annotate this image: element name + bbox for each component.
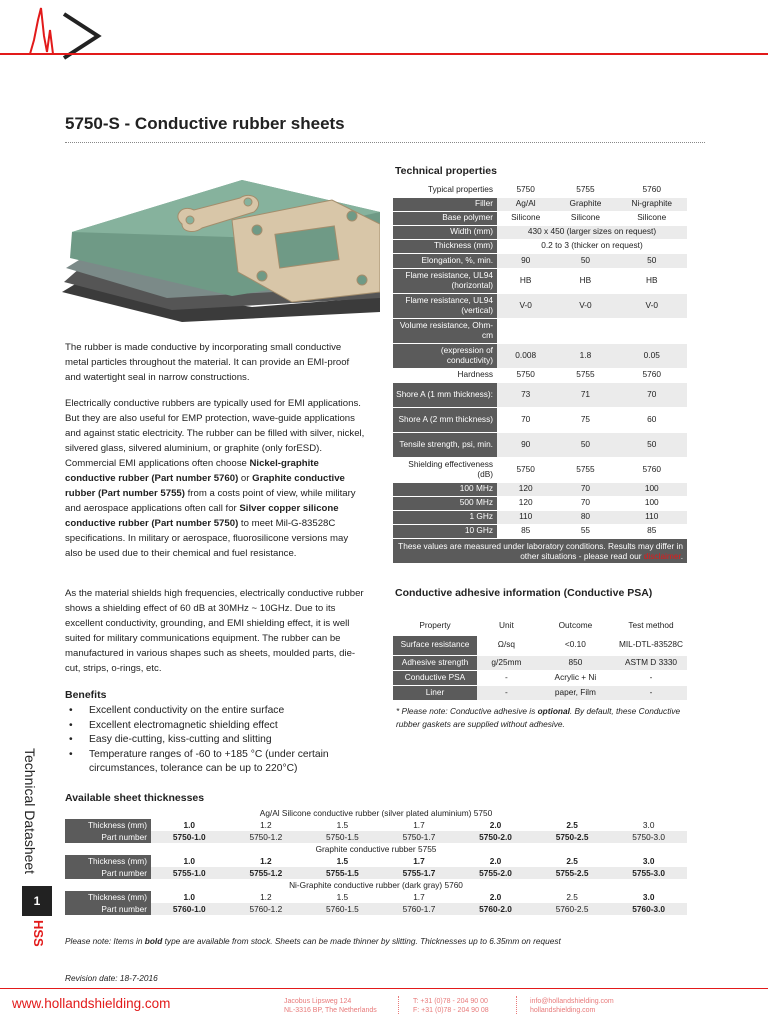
thickness-cell: 2.5 — [566, 892, 578, 902]
table-caption-row — [65, 879, 687, 891]
table-row: Adhesive strength g/25mm 850 ASTM D 3330 — [393, 655, 687, 670]
table-row: Typical properties 5750 5755 5760 — [393, 183, 687, 197]
table-row: Flame resistance, UL94 (vertical) V-0 V-0 V-0 — [393, 293, 687, 318]
table-row: 10 GHz 85 55 85 — [393, 524, 687, 538]
part-number-cell: 5760-3.0 — [610, 903, 687, 915]
table-row: Elongation, %, min. 90 50 50 — [393, 253, 687, 268]
footer-divider — [398, 996, 399, 1014]
part-number-cell: 5750-1.0 — [151, 831, 228, 843]
tech-heading: Technical properties — [395, 165, 497, 177]
thickness-cell: 1.0 — [183, 856, 196, 866]
table-row: Property Unit Outcome Test method — [393, 617, 687, 635]
sheet-group-caption: Ag/Al Silicone conductive rubber (silver plated aluminium) 5750 — [65, 807, 687, 819]
table-row: Shore A (1 mm thickness): 73 71 70 — [393, 382, 687, 407]
part-number-cell: 5755-2.5 — [534, 867, 611, 879]
row-label: Part number — [65, 867, 151, 879]
footer-rule — [0, 988, 768, 989]
table-row: Flame resistance, UL94 (horizontal) HB HB HB — [393, 268, 687, 293]
rubber-sheets-image — [62, 172, 380, 322]
benefits-heading: Benefits — [65, 689, 107, 701]
thickness-cell: 3.0 — [642, 892, 655, 902]
list-item: • Excellent conductivity on the entire surface — [65, 704, 385, 719]
table-row: Shore A (2 mm thickness) 70 75 60 — [393, 407, 687, 432]
table-row: 1 GHz 110 80 110 — [393, 510, 687, 524]
adhesive-table — [393, 617, 687, 701]
table-row: Hardness 5750 5755 5760 — [393, 368, 687, 382]
list-item: • Temperature ranges of -60 to +185 °C (under certain circumstances, tolerance can be up to 220°C) — [65, 748, 385, 777]
thickness-cell: 1.7 — [413, 892, 425, 902]
table-caption-row — [65, 843, 687, 855]
table-row: (expression of conductivity) 0.008 1.8 0.05 — [393, 343, 687, 368]
part-number-cell: 5760-2.0 — [457, 903, 534, 915]
part-number-cell: 5750-1.2 — [228, 831, 305, 843]
table-row: Volume resistance, Ohm-cm — [393, 318, 687, 343]
part-number-cell: 5750-2.0 — [457, 831, 534, 843]
thickness-cell: 2.5 — [566, 856, 578, 866]
applications-paragraph: Electrically conductive rubbers are typically used for EMI applications. But they are also useful for EMP protection, wave-guide applications and against static electricity. The rubber can be filled with silver, nickel, silvered glass, silvered aluminium, or graphite (only forESD). Commercial EMI applications often choose Nickel-graphite conductive rubber (Part number 5760) or Graphite conductive rubber (Part number 5755) from a costs point of view, while military and aerospace applications often call for Silver copper silicone conductive rubber (Part number 5750) to meet Mil-G-83528C specifications. In military or aerospace, fluorosilicone versions may also be used due to their chemical and fuel resistance. — [65, 398, 365, 559]
footer-website-link[interactable]: www.hollandshielding.com — [12, 996, 171, 1011]
title-divider — [65, 142, 705, 143]
page-title: 5750-S - Conductive rubber sheets — [65, 114, 345, 133]
part-number-cell: 5750-2.5 — [534, 831, 611, 843]
part-number-cell: 5750-1.5 — [304, 831, 381, 843]
part-number-cell: 5760-1.7 — [381, 903, 458, 915]
sheets-heading: Available sheet thicknesses — [65, 792, 205, 804]
part-number-cell: 5760-2.5 — [534, 903, 611, 915]
table-row — [65, 855, 687, 867]
footer-phone: T: +31 (0)78 - 204 90 00 F: +31 (0)78 - 204 90 08 — [413, 998, 489, 1014]
thickness-cell: 1.7 — [413, 856, 425, 866]
thickness-cell: 1.5 — [336, 892, 349, 902]
footer-contact — [530, 997, 614, 1015]
table-caption-row — [65, 807, 687, 819]
sheets-table — [65, 807, 687, 915]
adhesive-heading: Conductive adhesive information (Conductive PSA) — [395, 587, 653, 599]
thickness-cell: 1.0 — [183, 820, 196, 830]
thickness-cell: 3.0 — [642, 856, 655, 866]
part-number-cell: 5760-1.2 — [228, 903, 305, 915]
table-row: Conductive PSA - Acrylic + Ni - — [393, 670, 687, 685]
sheets-note: Please note: Items in bold type are available from stock. Sheets can be made thinner by slitting. Thicknesses up to 6.35mm on request — [65, 936, 561, 946]
tech-table — [393, 183, 687, 564]
thickness-cell: 1.5 — [336, 856, 349, 866]
table-row: Filler Ag/Al Graphite Ni-graphite — [393, 197, 687, 211]
disclaimer-link[interactable]: disclaimer — [643, 550, 681, 561]
part-number-cell: 5750-1.7 — [381, 831, 458, 843]
company-logo — [0, 0, 110, 60]
row-label: Thickness (mm) — [65, 819, 151, 831]
row-label: Part number — [65, 903, 151, 915]
table-row: Width (mm) 430 x 450 (larger sizes on request) — [393, 225, 687, 239]
thickness-cell: 1.0 — [183, 892, 196, 902]
table-row — [65, 891, 687, 903]
table-row: Surface resistance Ω/sq <0.10 MIL-DTL-83528C — [393, 635, 687, 655]
row-label: Thickness (mm) — [65, 891, 151, 903]
intro-paragraph: The rubber is made conductive by incorporating small conductive metal particles throughout the material. It can provide an EMI-proof and watertight seal in narrow constructions. — [65, 342, 350, 383]
row-label: Thickness (mm) — [65, 855, 151, 867]
sheet-group-caption: Ni-Graphite conductive rubber (dark gray) 5760 — [65, 879, 687, 891]
footer-web-link[interactable]: hollandshielding.com — [530, 1007, 596, 1014]
page-number: 1 — [22, 886, 52, 916]
adhesive-note: * Please note: Conductive adhesive is optional. By default, these Conductive rubber gaskets are supplied without adhesive. — [396, 706, 681, 729]
tech-disclaimer-note: These values are measured under laboratory conditions. Results may differ in other situations - please read our disclaimer. — [393, 538, 687, 563]
list-item: • Excellent electromagnetic shielding effect — [65, 719, 385, 734]
table-row — [393, 538, 687, 563]
side-label — [8, 748, 44, 958]
thickness-cell: 2.0 — [489, 820, 502, 830]
part-number-cell: 5755-3.0 — [610, 867, 687, 879]
side-title: Technical Datasheet — [22, 748, 38, 875]
list-item: • Easy die-cutting, kiss-cutting and slitting — [65, 733, 385, 748]
table-row: Shielding effectiveness (dB) 5750 5755 5760 — [393, 457, 687, 482]
revision-date: Revision date: 18-7-2016 — [65, 973, 158, 983]
thickness-cell: 2.5 — [566, 820, 578, 830]
part-number-cell: 5760-1.5 — [304, 903, 381, 915]
table-row: Thickness (mm) 0.2 to 3 (thicker on request) — [393, 239, 687, 253]
table-row: Base polymer Silicone Silicone Silicone — [393, 211, 687, 225]
thickness-cell: 1.5 — [336, 820, 349, 830]
table-row — [65, 819, 687, 831]
table-row — [65, 867, 687, 879]
part-number-cell: 5750-3.0 — [610, 831, 687, 843]
brand-mark: HSS — [31, 920, 46, 947]
part-number-cell: 5760-1.0 — [151, 903, 228, 915]
thickness-cell: 1.2 — [260, 856, 272, 866]
footer-address: Jacobus Lipsweg 124 NL-3316 BP, The Netherlands — [284, 998, 377, 1014]
table-row — [65, 903, 687, 915]
thickness-cell: 2.0 — [489, 892, 502, 902]
table-row: Liner - paper, Film - — [393, 685, 687, 700]
table-row — [65, 831, 687, 843]
thickness-cell: 1.2 — [260, 892, 272, 902]
thickness-cell: 1.2 — [260, 820, 272, 830]
part-number-cell: 5755-1.7 — [381, 867, 458, 879]
part-number-cell: 5755-2.0 — [457, 867, 534, 879]
shielding-paragraph: As the material shields high frequencies, electrically conductive rubber shows a shielding effect of 60 dB at 30MHz ~ 10GHz. Due to its excellent conductivity, grounding, and EMI shielding effect, it is well suited for military communications equipment. The rubber can be manufactured in various shapes such as sheets, moulded parts, die-cut, strips, o-rings, etc. — [65, 588, 364, 674]
row-label: Part number — [65, 831, 151, 843]
footer-email-link[interactable]: info@hollandshielding.com — [530, 998, 614, 1005]
thickness-cell: 2.0 — [489, 856, 502, 866]
header-rule — [0, 53, 768, 55]
benefits-list — [65, 704, 385, 777]
table-row: 100 MHz 120 70 100 — [393, 482, 687, 496]
part-number-cell: 5755-1.5 — [304, 867, 381, 879]
sheet-group-caption: Graphite conductive rubber 5755 — [65, 843, 687, 855]
part-number-cell: 5755-1.2 — [228, 867, 305, 879]
table-row: Tensile strength, psi, min. 90 50 50 — [393, 432, 687, 457]
thickness-cell: 3.0 — [642, 820, 655, 830]
part-number-cell: 5755-1.0 — [151, 867, 228, 879]
thickness-cell: 1.7 — [413, 820, 425, 830]
table-row: 500 MHz 120 70 100 — [393, 496, 687, 510]
footer-divider — [516, 996, 517, 1014]
